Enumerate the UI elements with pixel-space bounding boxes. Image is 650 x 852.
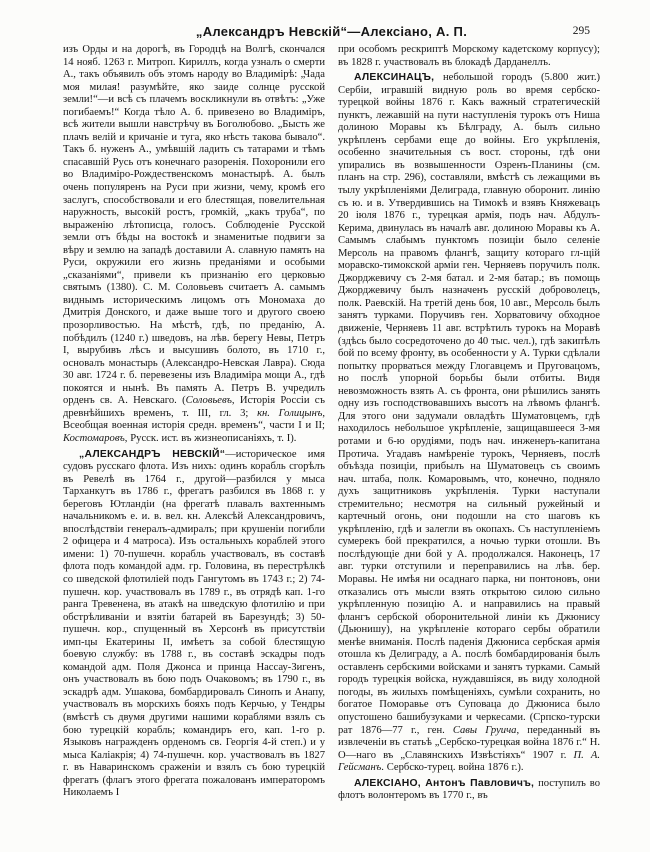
text-segment: , Русск. ист. въ жизнеописаніяхъ, т. I). — [124, 432, 297, 444]
text-segment: изъ Орды и на дорогѣ, въ Городцѣ на Волгѣ, скончался 14 нояб. 1263 г. Митроп. Кириллъ, когда узналъ о смерти А., такъ объявилъ объ этомъ народу во Владимірѣ: „Чада моя милая! разумѣйте, яко заиде солнце русской земли!“—и всѣ съ плачемъ воскликнули въ отвѣтъ: „Уже погибаемъ!“ Когда тѣло А. б. привезено во Владиміръ, всѣ жители вышли навстрѣчу въ Боголюбово. „Бысть же плачъ велій и кричаніе и туга, яко нѣсть такова бывало“. Такъ б. нуженъ А., умѣвшій ладить съ татарами и тѣмъ спасавшій Русь отъ конечнаго разоренія. Похоронили его во Владиміро-Рождественскомъ монастырѣ. А. былъ очень популяренъ на Руси при жизни, чему, кромѣ его заслугъ, способствовали и его блестящая, повелительная наружность, высокій ростъ, громкій, „какъ труба“, по выраженію лѣтописца, голосъ. Соблюденіе Русской земли отъ бѣды на востокѣ и знаменитые подвиги за вѣру и землю на западѣ доставили А. славную память на Руси, окружили его жизнь преданіями и особыми „сказаніями“, привели къ признанію его церковью святымъ (1380). С. М. Соловьевъ считаетъ А. самымъ виднымъ историческимъ лицомъ отъ Мономаха до Дмитрія Донского, и даже выше того и другого своею прозорливостью. На мѣстѣ, гдѣ, по преданію, А. побѣдилъ (1240 г.) шведовъ, на лѣв. берегу Невы, Петръ I, вырубивъ лѣсъ и высушивъ болото, въ 1710 г., основалъ монастырь (Александро-Невская Лавра). Сюда 30 авг. 1724 г. б. перевезены изъ Владиміра мощи А., гдѣ покоятся и нынѣ. Въ память А. Петръ В. учредилъ орденъ св. А. Невскаго. ( — [63, 44, 325, 407]
text-segment: . Сербско-турец. война 1876 г.). — [381, 762, 524, 774]
text-segment: Соловьевъ — [185, 395, 232, 407]
paragraph-continuation-ships — [338, 44, 600, 69]
text-segment: Костомаровъ — [63, 432, 125, 444]
entry-headword: АЛЕКСІАНО, Антонъ Павловичъ, — [354, 777, 535, 789]
entry-aleksinac — [338, 72, 600, 775]
paragraph-continuation-alexander-nevsky — [63, 44, 325, 446]
text-segment: П. А. Гейсманъ — [338, 749, 600, 774]
left-column — [63, 44, 325, 812]
entry-aleksiano — [338, 778, 600, 803]
text-segment: кн. Голицынъ — [257, 407, 323, 419]
text-segment: , Всеобщая военная исторія средн. временъ“, части I и II; — [63, 407, 325, 432]
running-head — [63, 24, 600, 42]
text-segment: Савы Груича — [452, 724, 517, 736]
running-head-title: „Александръ Невскій“—Алексіано, А. П. — [195, 24, 468, 39]
right-column — [338, 44, 600, 812]
entry-headword: „АЛЕКСАНДРЪ НЕВСКІЙ“ — [79, 448, 226, 460]
text-segment: , Исторія Россіи съ древнѣйшихъ временъ, т. III, гл. 3; — [63, 395, 325, 419]
entry-alexander-nevsky-ships — [63, 449, 325, 800]
text-segment: —историческое имя судовъ русскаго флота. Изъ нихъ: одинъ корабль сгорѣлъ въ Ревелѣ въ 1764 г., другой—разбился у мыса Тарханкутъ въ 1786 г., фрегатъ разбился въ 1868 г. у береговъ Ютландіи (на фрегатѣ плавалъ вахтеннымъ начальникомъ е. и. в. вел. кн. Алексѣй Александровичъ, впослѣдствіи генералъ-адмиралъ; при крушеніи погибли 2 офицера и 4 матроса). Изъ остальныхъ кораблей этого имени: 1) 70-пушечн. корабль участвовалъ, въ составѣ флота подъ командой адм. гр. Головина, въ перестрѣлкѣ со шведской флотиліей подъ Гангутомъ въ 1743 г.; 2) 74-пушечн. кор. участвовалъ въ 1789 г., въ отрядѣ кап. 1-го ранга Тревенена, въ атакѣ на шведскую флотилію и при обстрѣливаніи и взятіи батарей въ Барезундѣ; 3) 50-пушечн. кор., спущенный въ Херсонѣ въ присутствіи имп-цы Екатерины II, имѣетъ за собой блестящую боевую службу: въ 1788 г., въ составѣ эскадры подъ командой адм. Поля Джонса и принца Нассау-Зигенъ, онъ участвовалъ въ бою подъ Очаковомъ; въ 1790 г., въ эскадрѣ адм. Ушакова, бомбардировалъ Синопъ и Анапу, участвовалъ въ морскихъ бояхъ подъ Керчью, у Тендры (вмѣстѣ съ двумя другими нашими кораблями взялъ съ бою турецкій корабль; командиръ его, кап. 1-го р. Языковъ награжденъ орденомъ св. Георгія 4-й степ.) и у мыса Каліакрія; 4) 74-пушечн. кор. участвовалъ въ 1827 г. въ Наваринскомъ сраженіи и взялъ съ бою турецкій фрегатъ (флагъ этого фрегата пожалованъ императоромъ Николаемъ I — [63, 448, 325, 799]
text-segment: при особомъ рескриптѣ Морскому кадетскому корпусу); въ 1828 г. участвовалъ въ блокадѣ Дарданеллъ. — [338, 44, 600, 68]
text-segment: небольшой городъ (5.800 жит.) Сербіи, игравшій видную роль во время сербско-турецкой войны 1876 г. Какъ важный стратегическій пунктъ, лежавшій на пути наступленія турокъ отъ Ниша долиною Моравы къ Бѣлграду, А. былъ сильно укрѣпленъ сербами еще до войны. Его укрѣпленія, особенно значительныя съ вост. стороны, гдѣ они упирались въ возвышенности Озренъ-Планины (см. планъ на стр. 296), составляли, вмѣстѣ съ лежащими въ тылу укрѣпленіями Делиграда, главную оборонит. линію съ ю. и в. Утвердившись на Тимокѣ и взявъ Княжевацъ 20 іюля 1876 г., турецкая армія, подъ нач. Абдулъ-Керима, двинулась въ началѣ авг. долиною Моравы къ А. Самымъ слабымъ пунктомъ позиціи было селеніе Мерсоль на правомъ флангѣ, защиту котораго гл-щій моравско-тимокской арміи ген. Черняевъ поручилъ полк. Джорджевичу съ 2-мя батал. и 2-мя батар.; въ помощь Джорджевичу былъ назначенъ русскій доброволецъ, полк. Раевскій. На третій день боя, 10 авг., Мерсоль былъ занятъ турками. Поручивъ ген. Хорватовичу обходное движеніе, Черняевъ 11 авг. встрѣтилъ турокъ на Моравѣ (здѣсь было сосредоточено до 40 тыс. чел.), гдѣ закипѣлъ бой по всему фронту, въ особенности у А. Турки сдѣлали попытку прорваться между Глогавцемъ и Пруговацомъ, но послѣ упорной борьбы были отбиты. Видя невозможность взять А. съ фронта, они рѣшились занять одну изъ господствовавшихъ высотъ на лѣвомъ флангѣ. Для этого они задумали овладѣть Шуматовцемъ, гдѣ находилось небольшое укрѣпленіе, защищавшееся 3-мя ротами и 6-ю орудіями, подъ нач. инженеръ-капитана Протича. Угадавъ намѣреніе турокъ, Черняевъ, послѣ объѣзда позиціи, прибылъ на Шуматовецъ съ своимъ нач. штаба, полк. Комаровымъ, что, конечно, подняло духъ защитниковъ укрѣпленія. Турки наступали стремительно; несмотря на сильный ружейный и картечный огонь, они подошли на сто шаговъ къ укрѣпленію, гдѣ и залегли въ окопахъ. Съ наступленіемъ сумерекъ бой прекратился, а ночью турки отошли. Въ послѣдующіе дни бой у А. продолжался. Наконецъ, 17 авг. турки отступили и переправились на лѣв. бер. Моравы. Не имѣя ни осаднаго парка, ни понтоновъ, они отказались отъ мысли взять открытою силою сильно укрѣпленную позицію А. и направились на правый флангъ сербской оборонительной линіи къ Джюнису (Дьюнишу), на укрѣпленіе котораго сербы обратили менѣе вниманія. Послѣ паденія Джюниса сербская армія отошла къ Делиграду, а А. послѣ бомбардированія былъ оставленъ сербскими войсками и занятъ турками. Самый городъ турецкія войска, нуждавшіяся, въ виду холодной погоды, въ жилыхъ помѣщеніяхъ, сумѣли сохранить, но богатое Поморавье отъ Суповаца до Джюниса было опустошено башибузуками и черкесами. (Српско-турски рат 1876—77 г., ген. — [338, 72, 600, 736]
text-segment: поступилъ во флотъ волонтеромъ въ 1770 г., въ — [338, 777, 600, 802]
text-columns — [63, 44, 600, 812]
page-number: 295 — [572, 25, 590, 37]
entry-headword: АЛЕКСИНАЦЪ, — [354, 72, 435, 84]
text-segment: , переданный въ извлеченіи въ статьѣ „Сербско-турецкая война 1876 г.“ Н. О—наго въ „Славянскихъ Извѣстіяхъ“ 1907 г. — [338, 724, 600, 761]
